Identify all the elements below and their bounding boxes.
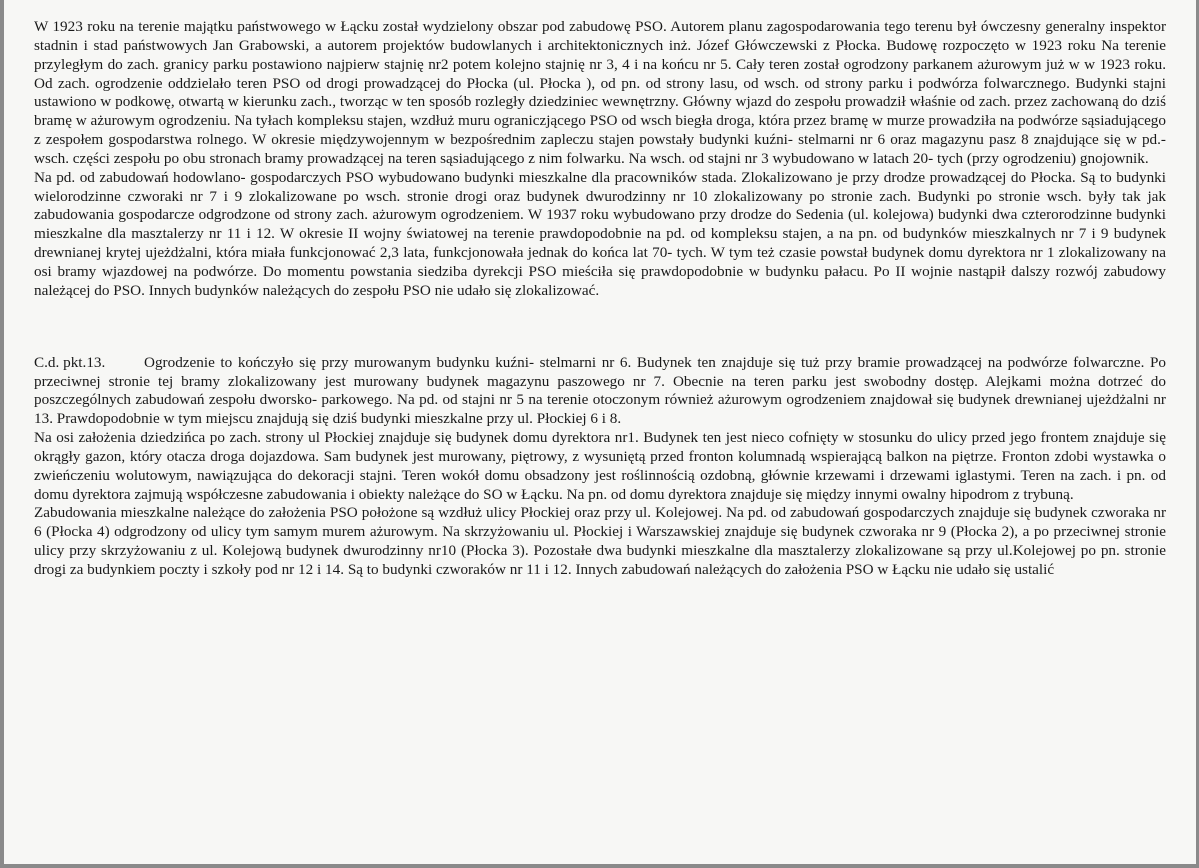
residential-buildings-paragraph: Zabudowania mieszkalne należące do założenia PSO położone są wzdłuż ulicy Płockiej oraz przy ul. Kolejowej. Na pd. od zabudowań gospodarczych znajduje się budynek czworaka nr 6 (Płocka 4) odgrodzony od ulicy tym samym murem ażurowym. Na skrzyżowaniu ul. Płockiej i Warszawskiej znajduje się budynek czworaka nr 9 (Płocka 2), a po przeciwnej stronie ulicy przy skrzyżowaniu z ul. Kolejową budynek dwurodzinny nr10 (Płocka 3). Pozostałe dwa budynki mieszkalne dla masztalerzy zlokalizowane są przy ul.Kolejowej po pn. stronie drogi za budynkiem poczty i szkoły pod nr 12 i 14. Są to budynki czworaków nr 11 i 12. Innych zabudowań należących do założenia PSO w Łącku nie udało się ustalić [34, 504, 1166, 578]
continuation-section [34, 354, 1166, 580]
document-page [4, 0, 1196, 864]
continuation-point-label: C.d. pkt.13. [34, 353, 106, 371]
history-section [34, 18, 1166, 301]
director-house-paragraph: Na osi założenia dziedzińca po zach. strony ul Płockiej znajduje się budynek domu dyrektora nr1. Budynek ten jest nieco cofnięty w stosunku do ulicy przed jego frontem znajduje się okrągły gazon, który otacza droga dojazdowa. Sam budynek jest murowany, piętrowy, z wysuniętą przed fronton kolumnadą wspierającą balkon na piętrze. Fronton zdobi wystawka o zwieńczeniu wolutowym, nawiązująca do dekoracji stajni. Teren wokół domu obsadzony jest roślinnością ozdobną, głównie krzewami i drzewami iglastymi. Teren na zach. i pn. od domu dyrektora zajmują współczesne zabudowania i obiekty należące do SO w Łącku. Na pn. od domu dyrektora znajduje się między innymi owalny hipodrom z trybuną. [34, 429, 1166, 503]
continuation-text: Ogrodzenie to kończyło się przy murowanym budynku kuźni- stelmarni nr 6. Budynek ten znajduje się tuż przy bramie prowadzącej na podwórze folwarczne. Po przeciwnej stronie tej bramy zlokalizowany jest murowany budynek magazynu paszowego nr 7. Obecnie na teren parku jest swobodny dostęp. Alejkami można dotrzeć do poszczególnych zabudowań zespołu dworsko- parkowego. Na pd. od stajni nr 5 na terenie otoczonym również ażurowym ogrodzeniem znajdował się budynek drewnianej ujeżdżalni nr 13. Prawdopodobnie w tym miejscu znajdują się dziś budynki mieszkalne przy ul. Płockiej 6 i 8. [34, 353, 1166, 428]
history-paragraph-2: Na pd. od zabudowań hodowlano- gospodarczych PSO wybudowano budynki mieszkalne dla pracowników stada. Zlokalizowano je przy drodze prowadzącej do Płocka. Są to budynki wielorodzinne czworaki nr 7 i 9 zlokalizowane po wsch. stronie drogi oraz budynek dwurodzinny nr 10 zlokalizowany po stronie zach. Budynki po stronie wsch. były tak jak zabudowania gospodarcze odgrodzone od strony zach. ażurowym ogrodzeniem. W 1937 roku wybudowano przy drodze do Sedenia (ul. kolejowa) budynki dwa czterorodzinne budynki mieszkalne dla masztalerzy nr 11 i 12. W okresie II wojny światowej na terenie prawdopodobnie na pd. od kompleksu stajen, a na pn. od budynków mieszkalnych nr 7 i 9 budynek drewnianej krytej ujeżdżalni, która miała funkcjonować 2,3 lata, funkcjonowała jednak do końca lat 70- tych. W tym też czasie powstał budynek domu dyrektora nr 1 zlokalizowany na osi bramy wjazdowej na podwórze. Do momentu powstania siedziba dyrekcji PSO mieściła się prawdopodobnie w budynku pałacu. Po II wojnie nastąpił dalszy rozwój zabudowy należącej do PSO. Innych budynków należących do zespołu PSO nie udało się zlokalizować. [34, 168, 1166, 299]
continuation-paragraph-1 [34, 354, 1166, 429]
history-paragraph-1: W 1923 roku na terenie majątku państwowego w Łącku został wydzielony obszar pod zabudowę PSO. Autorem planu zagospodarowania tego terenu był ówczesny generalny inspektor stadnin i stad państwowych Jan Grabowski, a autorem projektów budowlanych i architektonicznych inż. Józef Główczewski z Płocka. Budowę rozpoczęto w 1923 roku Na terenie przyległym do zach. granicy parku postawiono najpierw stajnię nr2 potem kolejno stajnię nr 3, 4 i na końcu nr 5. Cały teren został ogrodzony parkanem ażurowym już w w 1923 roku. Od zach. ogrodzenie oddzielało teren PSO od drogi prowadzącej do Płocka (ul. Płocka ), od pn. od strony lasu, od wsch. od strony parku i podwórza folwarcznego. Budynki stajni ustawiono w podkowę, otwartą w kierunku zach., tworząc w ten sposób rozległy dziedziniec wewnętrzny. Główny wjazd do zespołu prowadził właśnie od zach. przez zachowaną do dziś bramę w ażurowym ogrodzeniu. Na tyłach kompleksu stajen, wzdłuż muru ograniczjącego PSO od wsch biegła droga, która przez bramę w murze prowadziła na podwórze sąsiadującego z zespołem gospodarstwa rolnego. W okresie międzywojennym w bezpośrednim zapleczu stajen powstały budynki kuźni- stelmarni nr 6 oraz magazynu pasz 8 znajdujące się w pd.-wsch. części zespołu po obu stronach bramy prowadzącej na teren sąsiadującego z nim folwarku. Na wsch. od stajni nr 3 wybudowano w latach 20- tych (przy ogrodzeniu) gnojownik. [34, 18, 1166, 167]
